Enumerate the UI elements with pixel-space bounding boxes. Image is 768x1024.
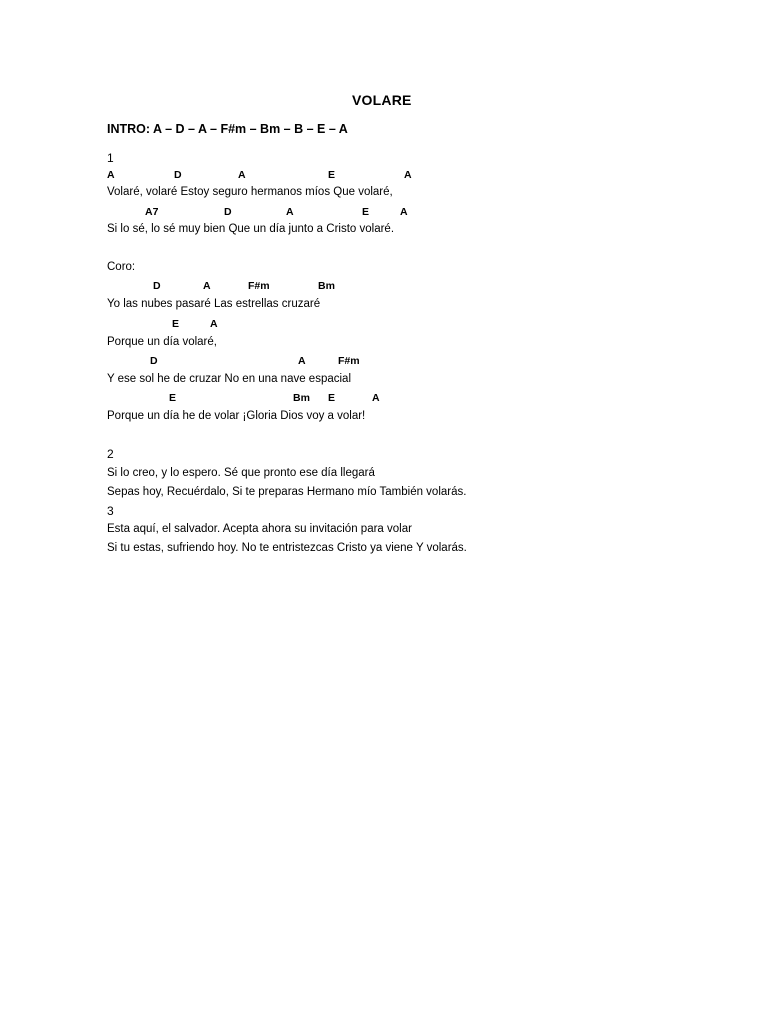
chord: E [172,318,180,330]
lyric-line: Si lo creo, y lo espero. Sé que pronto ese día llegará [107,467,375,479]
lyric-line: Volaré, volaré Estoy seguro hermanos míos Que volaré, [107,186,393,198]
chord: A [107,169,115,181]
chord: D [174,169,182,181]
chord: D [224,206,232,218]
chord: A [400,206,408,218]
lyric-line: Porque un día he de volar ¡Gloria Dios voy a volar! [107,410,366,422]
verse-number: 1 [107,151,114,165]
lyric-line: Porque un día volaré, [107,336,217,348]
intro-line: INTRO: A – D – A – F#m – Bm – B – E – A [107,122,348,136]
chord: Bm [293,392,310,404]
chord: A [210,318,218,330]
chord: E [362,206,370,218]
chord: F#m [338,355,360,367]
lyric-line: Yo las nubes pasaré Las estrellas cruzaré [107,298,321,310]
chord: D [150,355,158,367]
lyric-line: Y ese sol he de cruzar No en una nave espacial [107,373,351,385]
chord: A [286,206,294,218]
chord: Bm [318,280,335,292]
lyric-line: Si tu estas, sufriendo hoy. No te entristezcas Cristo ya viene Y volarás. [107,542,467,554]
verse-number: 2 [107,447,114,461]
chorus-label: Coro: [107,261,136,273]
chord: A7 [145,206,159,218]
chord: A [203,280,211,292]
chord: E [169,392,177,404]
chord: E [328,169,336,181]
chord: D [153,280,161,292]
chord: A [404,169,412,181]
song-title: VOLARE [352,92,412,108]
chord: A [372,392,380,404]
lyric-line: Sepas hoy, Recuérdalo, Si te preparas Hermano mío También volarás. [107,486,467,498]
lyric-line: Si lo sé, lo sé muy bien Que un día junto a Cristo volaré. [107,223,395,235]
chord: A [298,355,306,367]
chord: F#m [248,280,270,292]
chord: A [238,169,246,181]
chord: E [328,392,336,404]
lyric-line: Esta aquí, el salvador. Acepta ahora su invitación para volar [107,523,412,535]
verse-number: 3 [107,504,114,518]
